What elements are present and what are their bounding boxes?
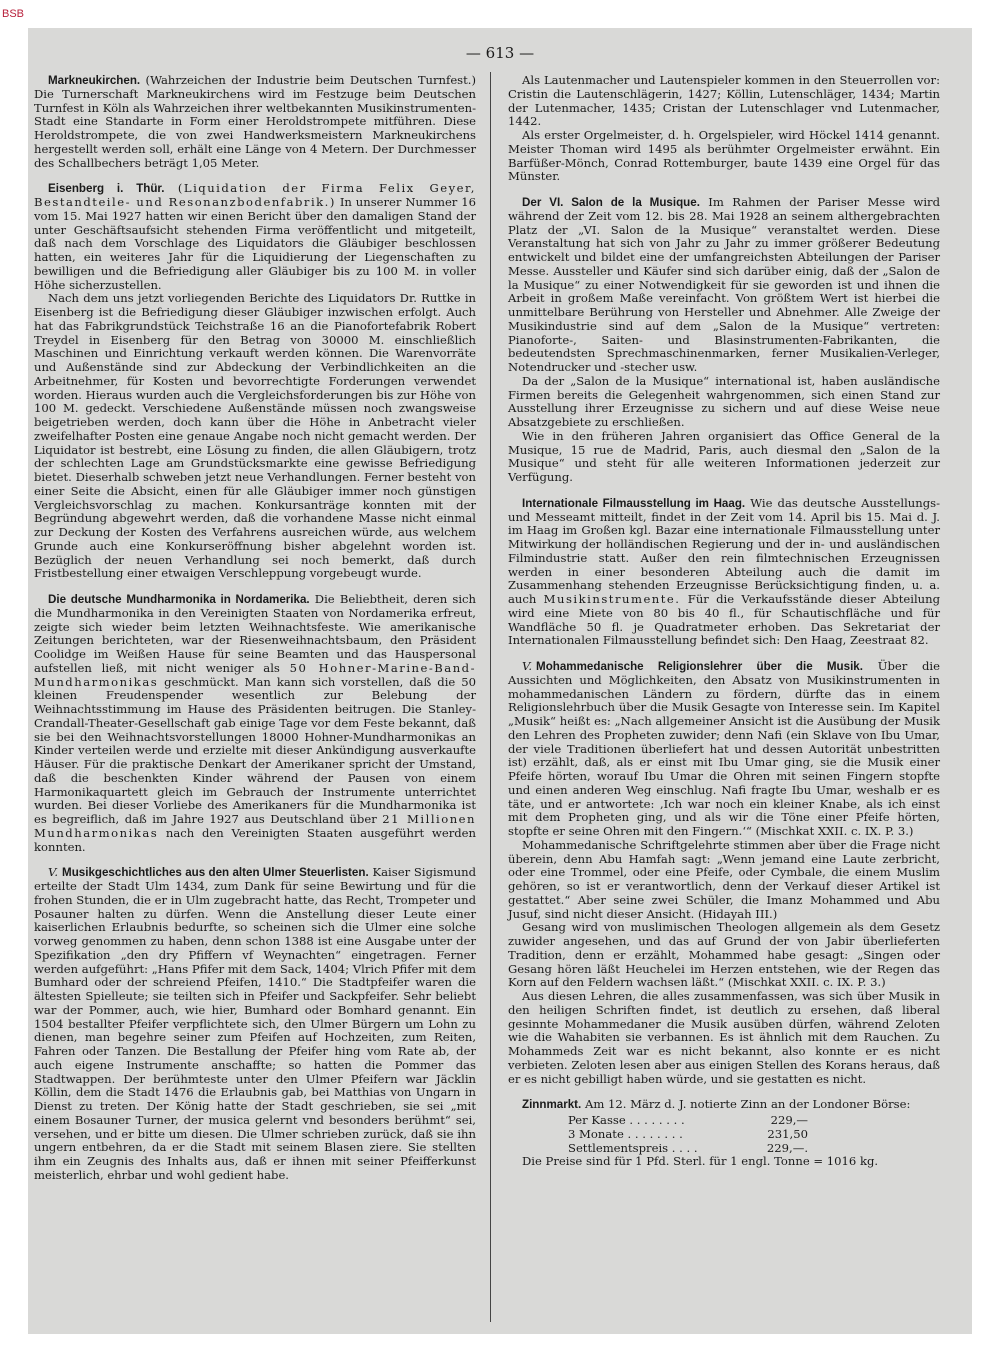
left-column — [34, 74, 476, 1183]
heading-salon: Der VI. Salon de la Musique. — [522, 196, 700, 209]
marker-ulm: V. — [48, 865, 59, 880]
price-label: Per Kasse . . . . . . . . — [568, 1113, 685, 1127]
body-religion-4: Aus diesen Lehren, die alles zusammenfassen, was sich über Musik in den heiligen Schriften findet, ist deutlich zu ersehen, daß liberal gesinnte Mohammedaner die Musik ausüben dürfen, während Zeloten wie die Wahabiten sie verbannen. Es ist ähnlich mit dem Rauchen. Zu Mohammeds Zeit war es nicht bekannt, also konnte er es nicht verbieten. Zeloten lesen aber aus einigen Stellen des Korans heraus, daß er es nicht gebilligt haben würde, und sie gestatten es nicht. — [508, 989, 940, 1086]
price-value: 231,50 — [767, 1126, 808, 1141]
right-column — [508, 74, 940, 1169]
price-row — [568, 1114, 808, 1128]
body-mundharmonika-a: Die Beliebtheit, deren sich die Mundharmonika in den Vereinigten Staaten von Nordamerika erfreut, zeigte sich wieder beim letzten Weihnachtsfeste. Wie amerikanische Zeitungen berichteten, war der Riesenweihnachtsbaum, den Präsident Coolidge im Weißen Hause für seine Beamten und das Hauspersonal aufstellen ließ, mit nicht weniger als — [34, 592, 477, 675]
article-ulm — [34, 866, 476, 1182]
spaced-mundharmonika-b: 21 Millionen Mundharmonikas — [34, 812, 477, 840]
article-religion — [508, 660, 940, 1086]
body-mundharmonika-c: nach den Vereinigten Staaten ausgeführt werden konnten. — [34, 825, 477, 854]
body-ulm: Kaiser Sigismund erteilte der Stadt Ulm 1434, zum Dank für seine Bewirtung und für die frohen Stunden, die er in Ulm zugebracht hatte, das Recht, Trompeter und Posauner halten zu dürfen. Wenn die Anstellung dieser Leute einer kaiserlichen Erlaubnis bedurfte, so scheinen sich die Ulmer eine solche vorweg genommen zu haben, denn schon 1388 ist eine Ausgabe unter der Spezifikation „den dry Pfiffern vf Weynachten“ eingetragen. Ferner werden aufgeführt: „Hans Pfifer mit dem Sack, 1404; Vlrich Pfifer mit dem Bumhard oder der schreiend Pfeifen, 1410.“ Die Stadtpfeifer waren die ältesten Spielleute; sie teilten sich in Pfeifer und Sackpfeifer. Sehr beliebt war der Pommer, auch, wie hier, Bumhard oder Bomhard genannt. Ein 1504 bestallter Pfeifer verpflichtete sich, den Ulmer Bürgern um Lohn zu dienen, man begehre seiner zum Pfeifen auf Hochzeiten, zum Reiten, Fahren oder Tanzen. Die Bestallung der Pfeifer hing vom Rate ab, der auch eigene Instrumente anschaffte; so hatten die Pommer das Stadtwappen. Der berühmteste unter den Ulmer Pfeifern war Jäcklin Köllin, dem die Stadt 1476 die Erlaubnis gab, bei Matthias von Ungarn in Dienst zu treten. Der König hatte der Stadt geschrieben, sie sei „mit einem Bosauner Turner, der musica gelernt vnd besonders berühmt“ sei, versehen, und er bitte um diesen. Die Ulmer schrieben zurück, daß sie ihn ungern entbehren, da er die Stadt mit seinem Blasen ziere. Sie stellten ihm ein Zeugnis des Inhalts aus, daß er ihnen mit seiner Pfeifferkunst meisterlich, ehrbar und wohl gedient habe. — [34, 865, 477, 1182]
article-salon — [508, 196, 940, 485]
page-number: — 613 — — [465, 44, 535, 62]
body-religion-3: Gesang wird von muslimischen Theologen allgemein als dem Gesetz zuwider angesehen, und das auf Grund der von Jabir überlieferten Tradition, denn er erzählt, Mohammed habe gesagt: „Singen oder Gesang hören läßt Heuchelei im Herzen entstehen, wie der Regen das Korn auf den Feldern wachsen läßt.“ (Mischkat XXII. c. IX. P. 3.) — [508, 920, 940, 990]
price-row — [568, 1128, 808, 1142]
price-row — [568, 1142, 808, 1156]
heading-film: Internationale Filmausstellung im Haag. — [522, 496, 746, 510]
heading-mundharmonika: Die deutsche Mundharmonika in Nordamerika. — [48, 593, 310, 606]
body-ulm-cont-2: Als erster Orgelmeister, d. h. Orgelspieler, wird Höckel 1414 genannt. Meister Thoman wird 1495 als berühmter Orgelmeister erwähnt. Ein Barfüßer-Mönch, Conrad Rottemburger, baute 1439 eine Orgel für das Münster. — [508, 128, 940, 184]
body-film-a: Wie das deutsche Ausstellungs- und Messeamt mitteilt, findet in der Zeit vom 14. April bis 15. Mai d. J. im Haag im Großen kgl. Bazar eine internationale Filmausstellung unter Mitwirkung der holländischen Regierung und der in- und ausländischen Filmindustrie statt. Außer den rein filmtechnischen Erzeugnissen werden in einer besonderen Abteilung auch die damit im Zusammenhang stehenden Erzeugnisse Berücksichtigung finden, u. a. auch — [508, 495, 940, 606]
column-rule — [490, 72, 491, 1322]
body-religion-1: Über die Aussichten und Möglichkeiten, den Absatz von Musikinstrumenten in mohammedanischen Ländern zu fördern, dürfte das in einem Religionslehrbuch über die Musik Gesagte von Interesse sein. Im Kapitel „Musik“ heißt es: „Nach allgemeiner Ansicht ist die Ausübung der Musik den Lehren des Propheten zuwider; denn Nafi (ein Sklave von Ibu Umar, der viele Traditionen überliefert hat und dessen Autorität unbestritten ist) erzählt, daß, als er einst mit Ibu Umar ging, sie die Musik einer Pfeife hörten, worauf Ibu Umar die Ohren mit seinen Fingern stopfte und einen anderen Weg einschlug. Nafi fragte Ibu Umar, weshalb er es täte, und er antwortete: ‚Ich war noch ein kleiner Knabe, als ich einst mit dem Propheten ging, und als wir die Töne einer Pfeife hörten, stopfte er seine Ohren mit den Fingern.‘“ (Mischkat XXII. c. IX. P. 3.) — [508, 659, 940, 838]
body-salon-1: Im Rahmen der Pariser Messe wird während der Zeit vom 12. bis 28. Mai 1928 an seinem althergebrachten Platz der „VI. Salon de la Musique“ veranstaltet werden. Diese Veranstaltung hat sich von Jahr zu Jahr zu immer größerer Bedeutung entwickelt und bildet eine der umfangreichsten Abteilungen der Pariser Messe. Aussteller und Käufer sind sich darüber einig, daß der „Salon de la Musique“ zu einer Notwendigkeit für sie geworden ist und ihnen die Arbeit in großem Maße vereinfacht. Von größtem Wert ist hierbei die unmittelbare Berührung von Hersteller und Abnehmer. Alle Zweige der Musikindustrie sind auf dem „Salon de la Musique“ vertreten: Pianoforte-, Saiten- und Blasinstrumenten-Fabrikanten, die bedeutendsten Sprechmaschinenmarken, ferner Musikalien-Verleger, Notendrucker und -stecher usw. — [508, 195, 941, 374]
heading-ulm: Musikgeschichtliches aus den alten Ulmer Steuerlisten. — [62, 866, 369, 880]
price-label: Settlementspreis . . . . — [568, 1140, 698, 1155]
marker-religion: V. — [522, 659, 533, 673]
heading-religion: Mohammedanische Religionslehrer über die Musik. — [536, 660, 863, 673]
article-eisenberg — [34, 182, 476, 581]
article-mundharmonika — [34, 593, 476, 854]
footer-zinn: Die Preise sind für 1 Pfd. Sterl. für 1 engl. Tonne = 1016 kg. — [522, 1154, 879, 1169]
scanned-page — [28, 28, 972, 1334]
article-ulm-continued — [508, 74, 940, 184]
body-religion-2: Mohammedanische Schriftgelehrte stimmen aber über die Frage nicht überein, denn Abu Hamfah sagt: „Wenn jemand eine Laute zerbricht, oder eine Trommel, oder eine Pfeife, oder Cymbale, die einem Muslim gehören, so ist er verantwortlich, denn der Verkauf dieser Artikel ist gestattet.“ Aber seine zwei Schüler, die Imanz Mohammed und Abu Jusuf, sind nicht dieser Ansicht. (Hidayah III.) — [508, 837, 940, 921]
price-value: 229,—. — [766, 1140, 808, 1155]
spaced-mundharmonika-a: 50 Hohner-Marine-Band-Mundharmonikas — [34, 660, 477, 689]
body-mundharmonika-b: geschmückt. Man kann sich vorstellen, daß die 50 kleinen Freudenspender wesentlich zur Belebung der Weihnachtsstimmung im Hause des Präsidenten beitrugen. Die Stanley-Crandall-Theater-Gesellschaft gab einige Tage vor dem Feste bekannt, daß sie bei den Weihnachtsvorstellungen 18000 Hohner-Mundharmonikas an Kinder verteilen werde und erzielte mit dieser Ankündigung ausverkaufte Häuser. Für die praktische Denkart der Amerikaner spricht der Umstand, daß die beschenkten Kinder während der Pausen von einem Harmonikaquartett gleich im Gebrauch der Instrumente unterrichtet wurden. Bei dieser Vorliebe des Amerikaners für die Mundharmonika ist es begreiflich, daß im Jahre 1927 aus Deutschland über — [34, 674, 476, 826]
body-eisenberg-1: In unserer Nummer 16 vom 15. Mai 1927 hatten wir einen Bericht über den damaligen Stand der unter Geschäftsaufsicht stehenden Firma veröffentlicht und mitgeteilt, daß nach dem Vorschlage des Liquidators die Gläubiger beschlossen hatten, ein weiteres Jahr für die Liquidierung der Liegenschaften zu bewilligen und die Befriedigung aller Gläubiger bis zu 100 M. in voller Höhe sicherzustellen. — [34, 195, 477, 292]
intro-zinn: Am 12. März d. J. notierte Zinn an der Londoner Börse: — [584, 1097, 911, 1112]
heading-zinn: Zinnmarkt. — [522, 1098, 582, 1112]
heading-markneukirchen: Markneukirchen. — [48, 74, 141, 87]
library-mark: BSB — [2, 8, 25, 20]
heading-eisenberg: Eisenberg i. Thür. — [48, 182, 165, 196]
intro-eisenberg: (Liquidation der Firma Felix Geyer, Bestandteile- und Resonanzbodenfabrik.) — [34, 181, 476, 209]
article-zinn — [508, 1098, 940, 1169]
body-ulm-cont-1: Als Lautenmacher und Lautenspieler kommen in den Steuerrollen vor: Cristin die Lautenschlägerin, 1427; Köllin, Lutenschläger, 1434; Martin der Lutenmacher, 1435; Cristan der Lutenschlager vnd Lutenmacher, 1442. — [508, 73, 940, 129]
body-markneukirchen: (Wahrzeichen der Industrie beim Deutschen Turnfest.) Die Turnerschaft Markneukirchens wird im Festzuge beim Deutschen Turnfest in Köln als Wahrzeichen ihrer weltbekannten Musikinstrumenten-Stadt eine Standarte in Form einer Heroldstrompete mitführen. Diese Heroldstrompete, die von zwei Handwerksmeistern Markneukirchens hergestellt werden soll, erhält eine Länge von 4 Metern. Der Durchmesser des Schallbechers beträgt 1,05 Meter. — [34, 73, 476, 170]
spaced-film: Musikinstrumente. — [543, 592, 681, 606]
article-markneukirchen — [34, 74, 476, 170]
body-salon-3: Wie in den früheren Jahren organisiert das Office General de la Musique, 15 rue de Madrid, Paris, auch diesmal den „Salon de la Musique“ und steht für alle weiteren Informationen jederzeit zur Verfügung. — [508, 428, 940, 484]
body-eisenberg-2: Nach dem uns jetzt vorliegenden Berichte des Liquidators Dr. Ruttke in Eisenberg ist die Befriedigung dieser Gläubiger inzwischen erfolgt. Auch hat das Fabrikgrundstück Teichstraße 16 an die Pianofortefabrik Robert Treydel in Eisenberg für den Betrag von 30000 M. einschließlich Maschinen und Einrichtung verkauft werden können. Die Warenvorräte und Außenstände sind zur Abdeckung der Verbindlichkeiten an die Arbeitnehmer, für Kosten und bevorrechtigte Forderungen verwendet worden. Hieraus wurden auch die Vergleichsforderungen bis zur Höhe von 100 M. gedeckt. Verschiedene Außenstände müssen noch zwangsweise beigetrieben werden, doch kann über die Höhe in Anbetracht vieler zweifelhafter Posten eine genaue Angabe noch nicht gemacht werden. Der Liquidator ist bestrebt, eine Lösung zu finden, die allen Gläubigern, trotz der schlechten Lage am Grundstücksmarkte eine gewisse Befriedigung bietet. Dieserhalb schweben jetzt neue Verhandlungen. Ferner besteht von einer Seite die Absicht, einen für alle Gläubiger immer noch günstigen Vergleichsvorschlag zu machen. Konkursanträge konnten mit der Begründung abgewehrt werden, daß die vorhandene Masse nicht einmal zur Deckung der Kosten des Verfahrens ausreichen würde, aus welchem Grunde auch eine Konkurseröffnung bisher abgelehnt worden ist. Bezüglich der neuen Verhandlung sei noch bemerkt, daß durch Fristbestellung einer etwaigen Verschleppung vorgebeugt wurde. — [34, 291, 476, 581]
body-salon-2: Da der „Salon de la Musique“ international ist, haben ausländische Firmen bereits die Gelegenheit wahrgenommen, sich einen Stand zur Ausstellung ihrer Erzeugnisse zu sichern und auf diese Weise neue Absatzgebiete zu erschließen. — [508, 373, 940, 429]
price-value: 229,— — [770, 1113, 808, 1127]
article-film — [508, 497, 940, 648]
price-label: 3 Monate . . . . . . . . — [568, 1126, 683, 1141]
body-film-b: Für die Verkaufsstände dieser Abteilung wird eine Miete von 80 bis 40 fl., für Schautischfläche und für Wandfläche 50 fl. je Quadratmeter erhoben. Das Sekretariat der Internationalen Filmausstellung befindet sich: Den Haag, Zeestraat 82. — [508, 592, 941, 648]
price-table — [568, 1114, 940, 1155]
